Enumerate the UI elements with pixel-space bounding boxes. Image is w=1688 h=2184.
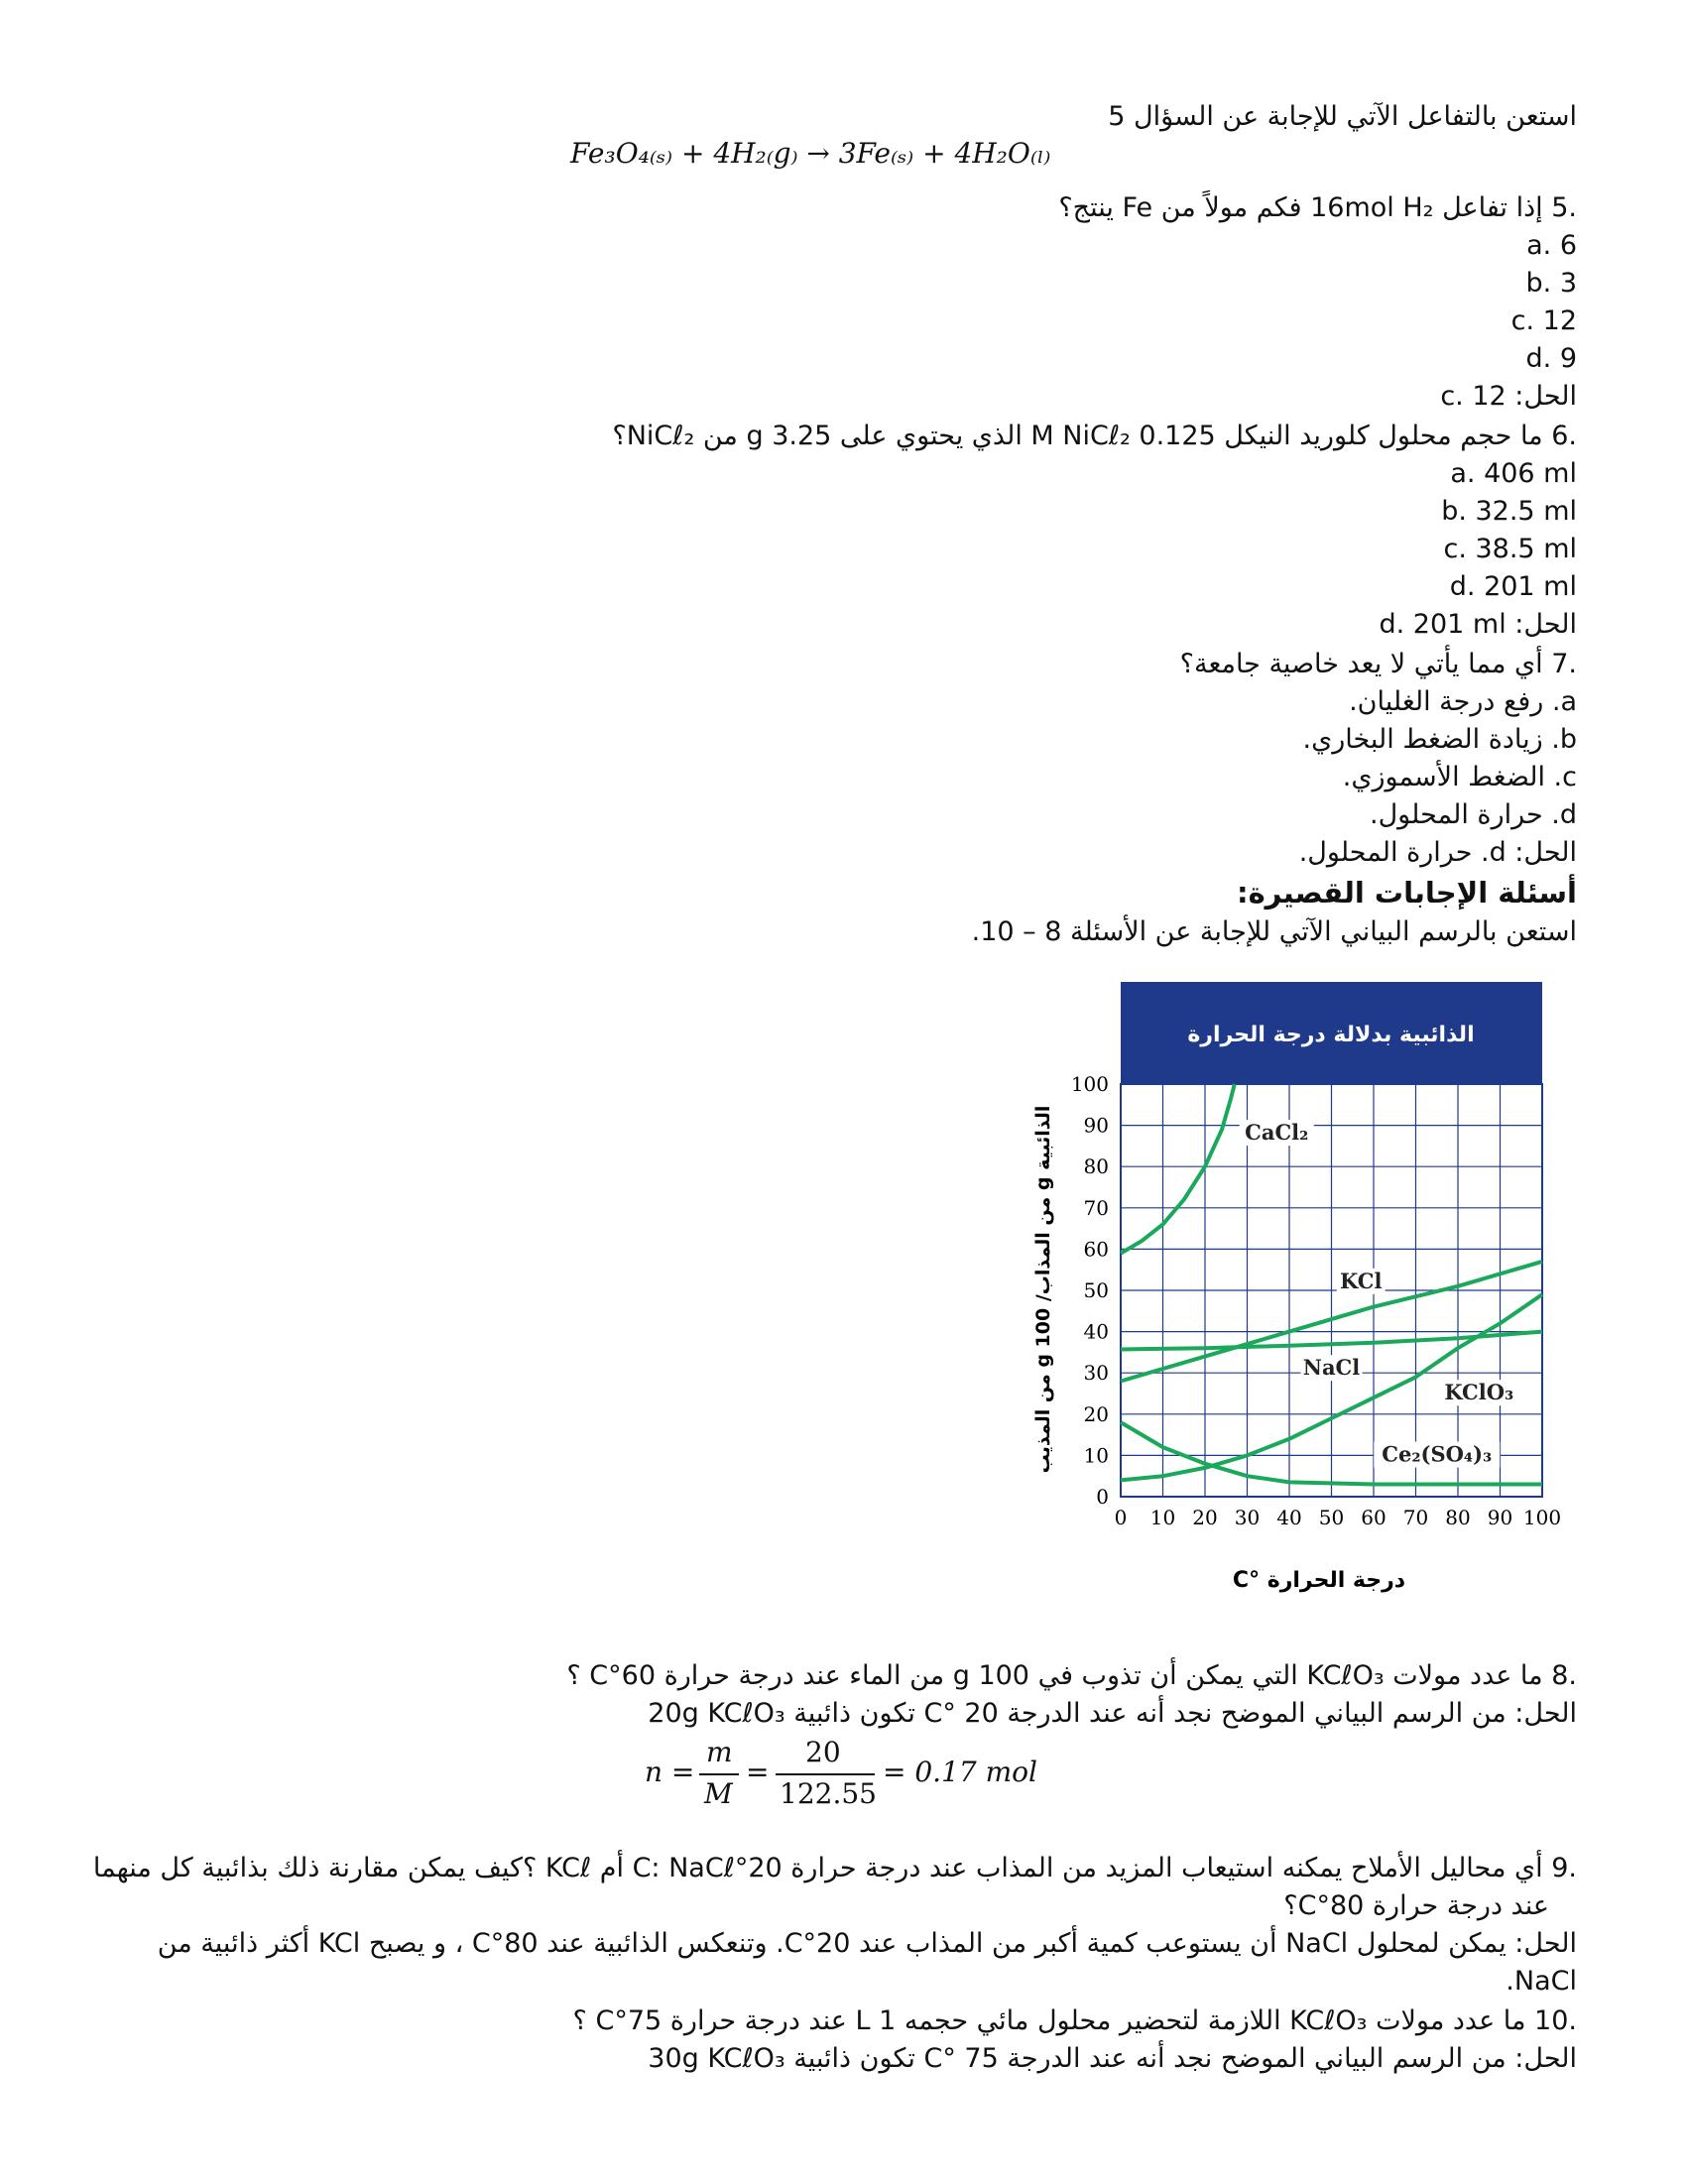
x-tick-label: 50 xyxy=(1318,1506,1345,1529)
x-tick-label: 0 xyxy=(1114,1506,1128,1529)
q5-answer: الحل: c. 12 xyxy=(1440,381,1577,412)
series-label: KClO₃ xyxy=(1444,1380,1514,1405)
q6-option-c: c. 38.5 ml xyxy=(1443,534,1577,564)
x-tick-label: 10 xyxy=(1149,1506,1176,1529)
y-tick-label: 100 xyxy=(1070,1072,1109,1096)
q10-text: .10 ما عدد مولات KCℓO₃ اللازمة لتحضير محلول مائي حجمه 1 L عند درجة حرارة 75°C ؟ xyxy=(572,2005,1577,2036)
x-tick-label: 100 xyxy=(1522,1506,1562,1529)
y-tick-label: 80 xyxy=(1083,1154,1109,1179)
q5-text: .5 إذا تفاعل 16mol H₂ فكم مولاً من Fe ينتج؟ xyxy=(1058,192,1577,223)
y-tick-label: 0 xyxy=(1096,1485,1109,1509)
chart-title: الذائبية بدلالة درجة الحرارة xyxy=(1187,1023,1475,1047)
q9-answer-line1: الحل: يمكن لمحلول NaCl أن يستوعب كمية أكبر من المذاب عند 20°C. وتنعكس الذائبية عند 80°C ، و يصبح KCl أكثر ذائبية من xyxy=(157,1928,1577,1959)
eq-frac1-num: m xyxy=(706,1736,733,1768)
q9-text-line2: عند درجة حرارة 80°C؟ xyxy=(1283,1890,1549,1921)
q7-option-d: d. حرارة المحلول. xyxy=(1369,799,1577,830)
eq-frac1-den: M xyxy=(704,1777,733,1810)
q7-option-c: c. الضغط الأسموزي. xyxy=(1342,762,1577,792)
x-tick-label: 90 xyxy=(1487,1506,1513,1529)
q5-option-d: d. 9 xyxy=(1525,343,1577,374)
q7-text: .7 أي مما يأتي لا يعد خاصية جامعة؟ xyxy=(1179,649,1577,679)
x-tick-label: 70 xyxy=(1402,1506,1429,1529)
x-tick-label: 40 xyxy=(1276,1506,1302,1529)
series-label: CaCl₂ xyxy=(1245,1120,1309,1146)
x-tick-label: 80 xyxy=(1445,1506,1471,1529)
q7-option-a: a. رفع درجة الغليان. xyxy=(1349,686,1577,717)
series-label: Ce₂(SO₄)₃ xyxy=(1382,1441,1493,1467)
x-tick-label: 20 xyxy=(1192,1506,1218,1529)
q9-text-line1: .9 أي محاليل الأملاح يمكنه استيعاب المزيد من المذاب عند درجة حرارة 20°C: NaCℓ أم KCℓ ؟كيف يمكن مقارنة ذلك بذائبية كل منهما xyxy=(92,1853,1577,1883)
q6-text: .6 ما حجم محلول كلوريد النيكل 0.125 M NiCℓ₂ الذي يحتوي على 3.25 g من NiCℓ₂؟ xyxy=(612,421,1577,451)
q6-answer: الحل: d. 201 ml xyxy=(1379,609,1577,640)
eq-rhs: = 0.17 mol xyxy=(883,1756,1037,1788)
y-tick-label: 70 xyxy=(1083,1195,1109,1220)
q6-option-a: a. 406 ml xyxy=(1450,458,1577,489)
eq-frac2-den: 122.55 xyxy=(780,1777,877,1810)
y-tick-label: 30 xyxy=(1083,1361,1109,1386)
q5-option-c: c. 12 xyxy=(1510,305,1577,336)
x-tick-label: 30 xyxy=(1234,1506,1261,1529)
q5-option-a: a. 6 xyxy=(1526,230,1577,261)
eq-frac1-bar xyxy=(699,1773,739,1775)
intro-q5: استعن بالتفاعل الآتي للإجابة عن السؤال 5 xyxy=(1108,101,1577,132)
q6-option-b: b. 32.5 ml xyxy=(1441,496,1577,527)
y-tick-label: 40 xyxy=(1083,1319,1109,1344)
reaction-equation: Fe₃O₄₍ₛ₎ + 4H₂₍g₎ → 3Fe₍ₛ₎ + 4H₂O₍ₗ₎ xyxy=(570,137,1051,170)
q7-option-b: b. زيادة الضغط البخاري. xyxy=(1302,724,1577,755)
y-tick-label: 90 xyxy=(1083,1113,1109,1138)
series-label: KCl xyxy=(1340,1268,1383,1293)
y-axis-label: الذائبية g من المذاب/ 100 g من المذيب xyxy=(1032,1105,1054,1474)
q10-answer: الحل: من الرسم البياني الموضح نجد أنه عند الدرجة 75 °C تكون ذائبية 30g KCℓO₃ xyxy=(648,2043,1577,2074)
short-answers-heading: أسئلة الإجابات القصيرة: xyxy=(1236,876,1577,910)
y-tick-label: 60 xyxy=(1083,1237,1109,1262)
series-label: NaCl xyxy=(1302,1355,1361,1381)
x-tick-label: 60 xyxy=(1361,1506,1387,1529)
eq-lhs: n = xyxy=(645,1756,695,1788)
q6-option-d: d. 201 ml xyxy=(1449,571,1577,602)
eq-frac2-bar xyxy=(776,1773,875,1775)
y-tick-label: 10 xyxy=(1083,1443,1109,1468)
y-tick-label: 50 xyxy=(1083,1278,1109,1302)
q7-answer: الحل: d. حرارة المحلول. xyxy=(1298,837,1577,868)
eq-equals: = xyxy=(746,1756,770,1788)
intro-q8-10: استعن بالرسم البياني الآتي للإجابة عن الأسئلة 8 – 10. xyxy=(971,916,1577,947)
x-axis-label: درجة الحرارة °C xyxy=(1232,1568,1406,1593)
solubility-chart xyxy=(1022,982,1577,1607)
eq-frac2-num: 20 xyxy=(805,1736,841,1768)
q5-option-b: b. 3 xyxy=(1525,268,1577,299)
q8-text: .8 ما عدد مولات KCℓO₃ التي يمكن أن تذوب في 100 g من الماء عند درجة حرارة 60°C ؟ xyxy=(566,1660,1577,1691)
y-tick-label: 20 xyxy=(1083,1401,1109,1426)
q9-answer-line2: NaCl. xyxy=(1506,1966,1577,1997)
q8-answer: الحل: من الرسم البياني الموضح نجد أنه عند الدرجة 20 °C تكون ذائبية 20g KCℓO₃ xyxy=(648,1698,1577,1729)
